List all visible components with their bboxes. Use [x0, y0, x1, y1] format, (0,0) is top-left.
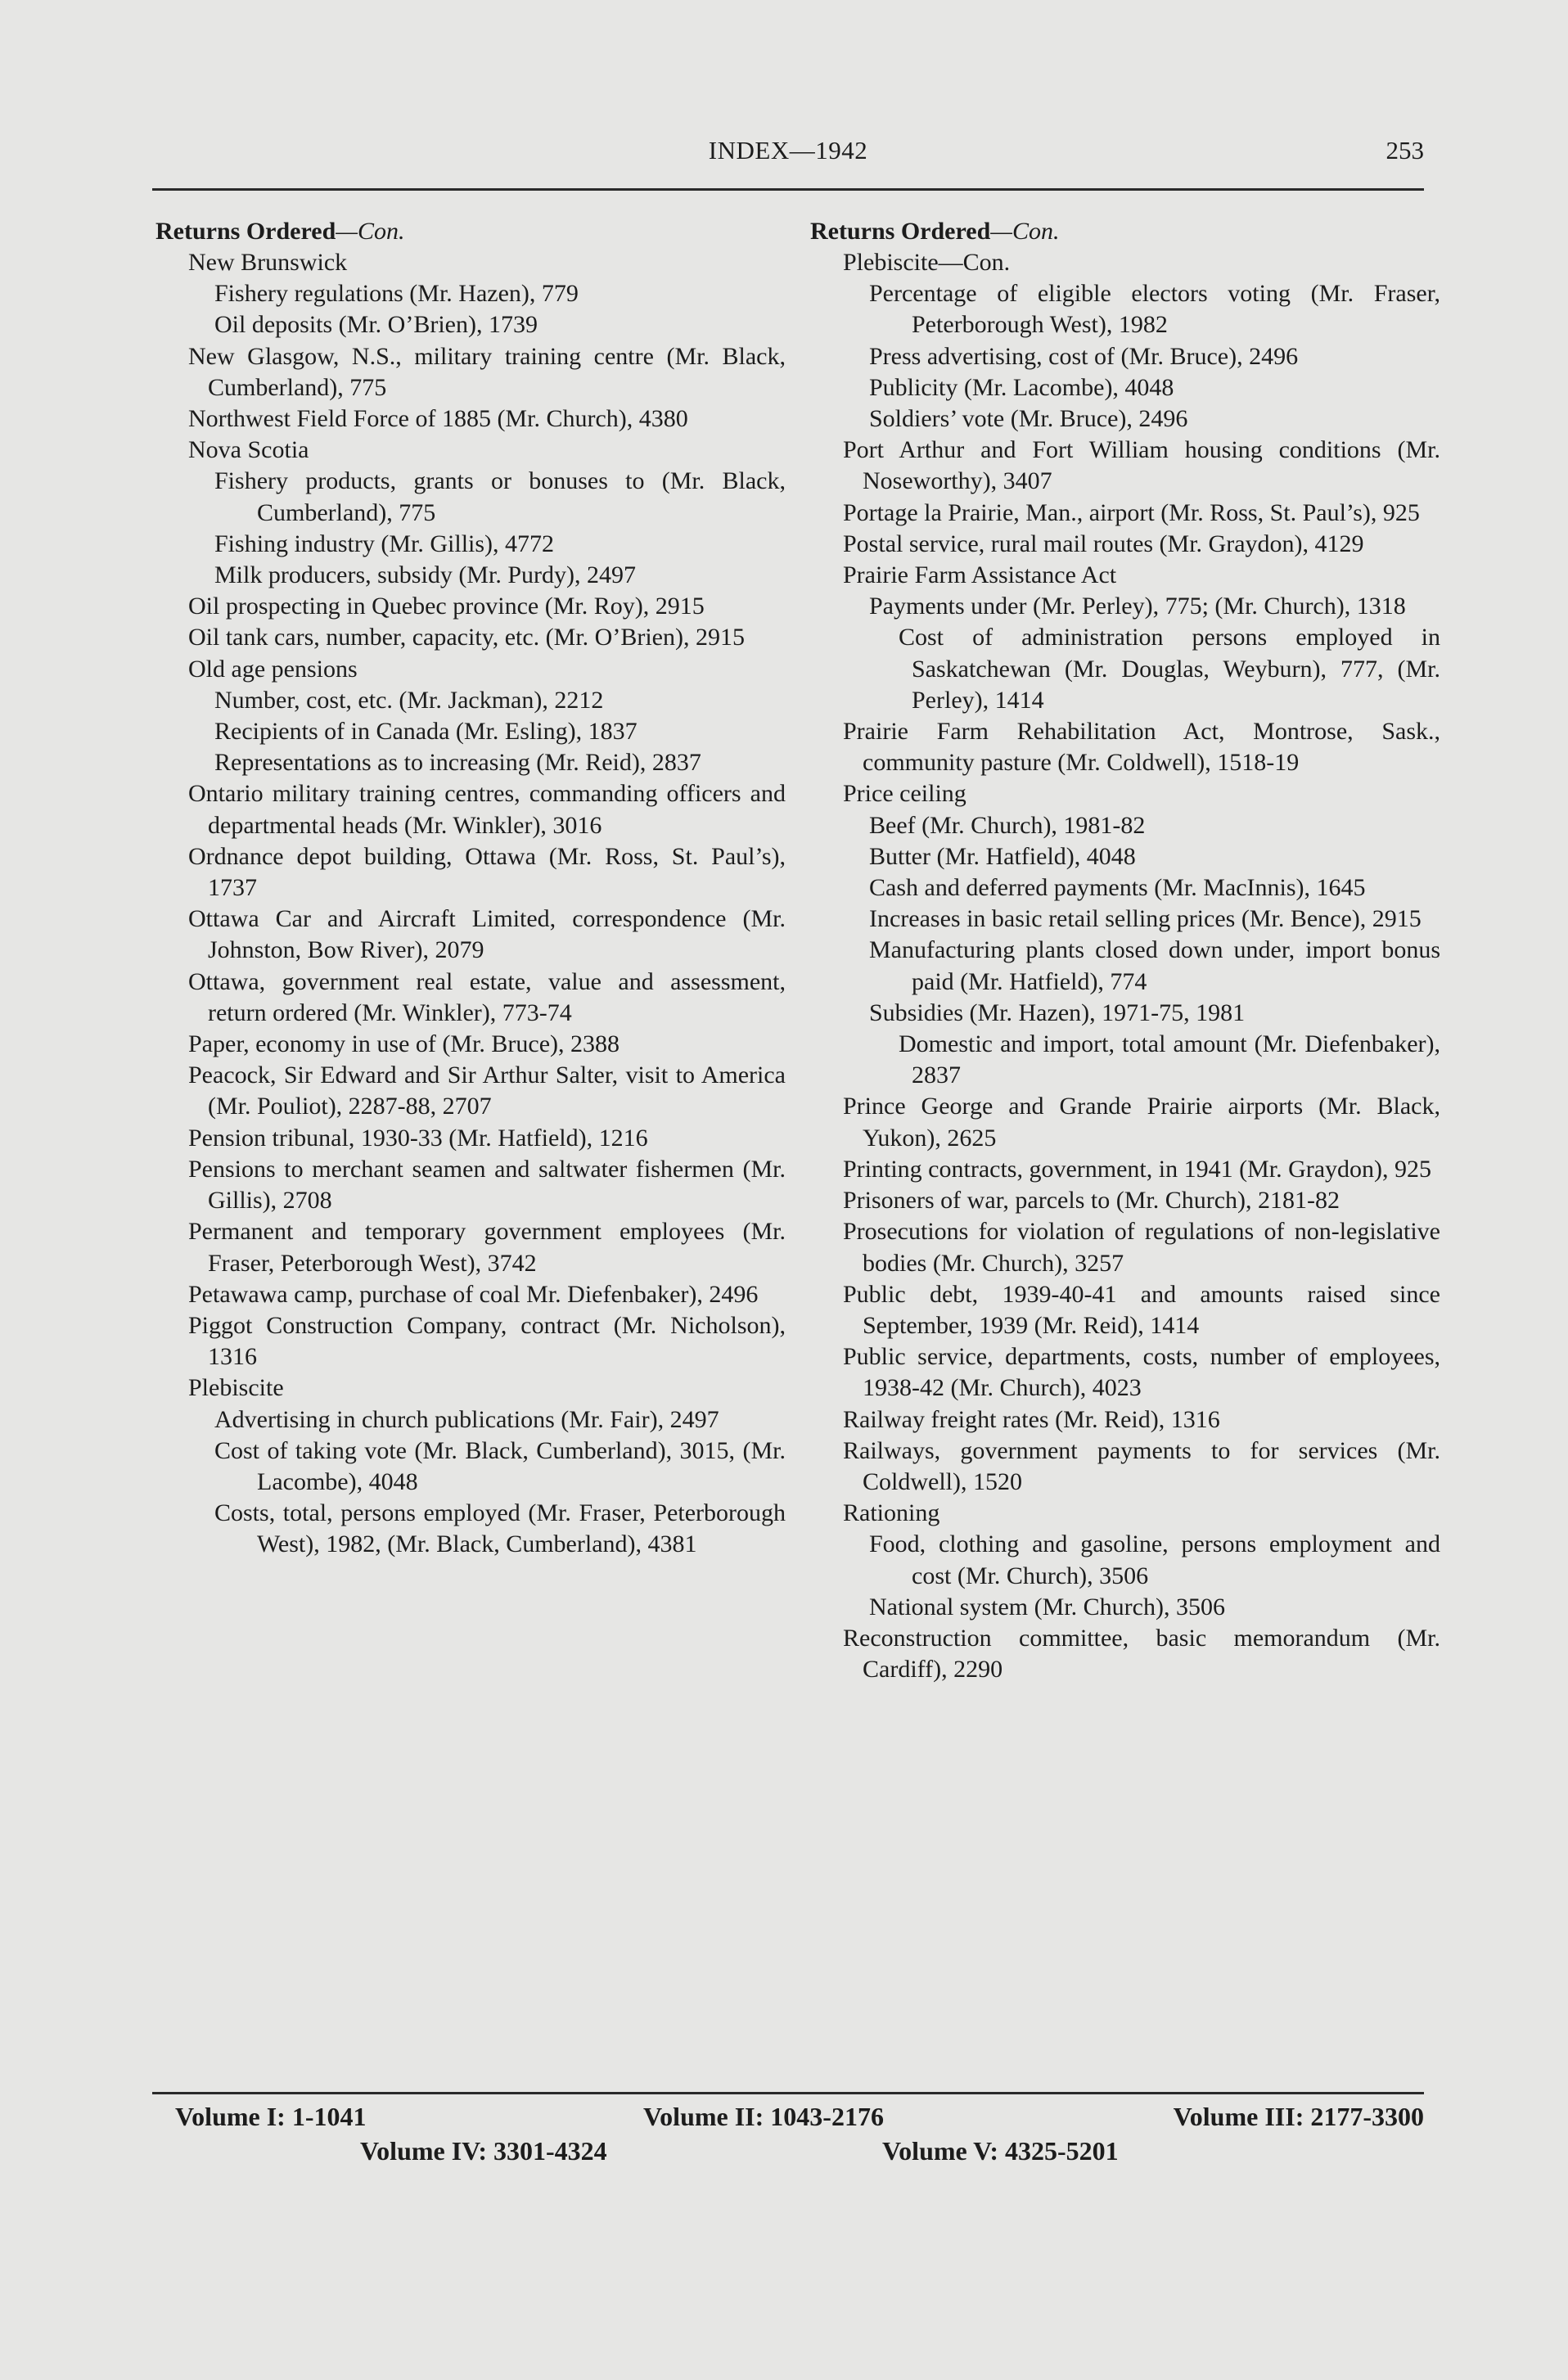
- index-entry: Milk producers, subsidy (Mr. Purdy), 2497: [214, 561, 636, 589]
- index-entry: Payments under (Mr. Perley), 775; (Mr. Church), 1318: [869, 593, 1406, 620]
- column-heading: [810, 216, 1440, 247]
- page-number: 253: [1386, 136, 1424, 165]
- volume-range: Volume V: 4325-5201: [882, 2136, 1119, 2166]
- index-entry: Oil prospecting in Quebec province (Mr. Roy), 2915: [188, 593, 705, 620]
- index-entry: Reconstruction committee, basic memorandum (Mr. Cardiff), 2290: [843, 1624, 1440, 1684]
- volume-range: Volume III: 2177-3300: [1173, 2102, 1424, 2131]
- volume-footer: [152, 2102, 1424, 2170]
- heading-continued: —Con.: [990, 218, 1060, 245]
- index-entry: Recipients of in Canada (Mr. Esling), 1837: [214, 718, 638, 746]
- index-entry: Petawawa camp, purchase of coal Mr. Diefenbaker), 2496: [188, 1280, 759, 1308]
- index-entry: Pension tribunal, 1930-33 (Mr. Hatfield), 1216: [188, 1124, 648, 1152]
- index-entry: Number, cost, etc. (Mr. Jackman), 2212: [214, 686, 604, 714]
- index-entry: Prosecutions for violation of regulations of non-legislative bodies (Mr. Church), 3257: [843, 1218, 1440, 1277]
- index-entry: Postal service, rural mail routes (Mr. Graydon), 4129: [843, 530, 1364, 557]
- index-entry: Beef (Mr. Church), 1981-82: [869, 811, 1146, 839]
- index-entry: Prince George and Grande Prairie airports (Mr. Black, Yukon), 2625: [843, 1093, 1440, 1152]
- index-entry: Piggot Construction Company, contract (Mr. Nicholson), 1316: [188, 1311, 786, 1371]
- page-title: INDEX—1942: [708, 136, 868, 165]
- column-heading: [155, 216, 786, 247]
- index-entry: Pensions to merchant seamen and saltwater fishermen (Mr. Gillis), 2708: [188, 1155, 786, 1215]
- index-entry: Cash and deferred payments (Mr. MacInnis), 1645: [869, 874, 1366, 902]
- footer-rule: [152, 2092, 1424, 2094]
- index-entry: Prairie Farm Rehabilitation Act, Montrose, Sask., community pasture (Mr. Coldwell), 1518-19: [843, 718, 1440, 777]
- index-entry: Publicity (Mr. Lacombe), 4048: [869, 373, 1174, 401]
- index-entry: Soldiers’ vote (Mr. Bruce), 2496: [869, 405, 1188, 433]
- index-entry: Plebiscite—Con.: [843, 249, 1011, 276]
- volume-range: Volume II: 1043-2176: [643, 2102, 884, 2131]
- index-entry: Ontario military training centres, commanding officers and departmental heads (Mr. Winkler), 3016: [188, 780, 786, 839]
- index-entry: Ottawa Car and Aircraft Limited, correspondence (Mr. Johnston, Bow River), 2079: [188, 905, 786, 964]
- heading-continued: —Con.: [336, 218, 405, 245]
- index-entry: Price ceiling: [843, 780, 966, 808]
- index-entry: Subsidies (Mr. Hazen), 1971-75, 1981: [869, 998, 1246, 1026]
- right-column: [810, 216, 1440, 1685]
- index-entry: Oil tank cars, number, capacity, etc. (Mr. O’Brien), 2915: [188, 624, 745, 651]
- index-entry: Northwest Field Force of 1885 (Mr. Church), 4380: [188, 405, 688, 433]
- index-entry: Railways, government payments to for services (Mr. Coldwell), 1520: [843, 1436, 1440, 1495]
- index-entry: Nova Scotia: [188, 436, 309, 464]
- header-rule: [152, 188, 1424, 191]
- index-entry: Permanent and temporary government employees (Mr. Fraser, Peterborough West), 3742: [188, 1218, 786, 1277]
- index-entry: Representations as to increasing (Mr. Reid), 2837: [214, 749, 701, 777]
- index-entry: Railway freight rates (Mr. Reid), 1316: [843, 1405, 1220, 1433]
- index-entry: Ordnance depot building, Ottawa (Mr. Ross, St. Paul’s), 1737: [188, 842, 786, 902]
- index-entry: Food, clothing and gasoline, persons employment and cost (Mr. Church), 3506: [869, 1530, 1440, 1589]
- index-entry: Fishing industry (Mr. Gillis), 4772: [214, 530, 555, 557]
- index-entry: Old age pensions: [188, 655, 358, 683]
- index-entry: Public debt, 1939-40-41 and amounts raised since September, 1939 (Mr. Reid), 1414: [843, 1280, 1440, 1339]
- index-entry: Plebiscite: [188, 1374, 284, 1402]
- index-entry: Peacock, Sir Edward and Sir Arthur Salter, visit to America (Mr. Pouliot), 2287-88, 2707: [188, 1062, 786, 1120]
- index-entry: Port Arthur and Fort William housing conditions (Mr. Noseworthy), 3407: [843, 436, 1440, 495]
- index-entry: Fishery products, grants or bonuses to (Mr. Black, Cumberland), 775: [214, 467, 786, 526]
- index-entry: Advertising in church publications (Mr. Fair), 2497: [214, 1405, 719, 1433]
- index-entry: Increases in basic retail selling prices (Mr. Bence), 2915: [869, 905, 1422, 933]
- index-entry: Prairie Farm Assistance Act: [843, 561, 1117, 589]
- index-entry: Oil deposits (Mr. O’Brien), 1739: [214, 311, 538, 339]
- index-entry: National system (Mr. Church), 3506: [869, 1593, 1225, 1620]
- index-entry: Fishery regulations (Mr. Hazen), 779: [214, 280, 579, 308]
- index-entry: Prisoners of war, parcels to (Mr. Church), 2181-82: [843, 1187, 1340, 1215]
- index-entry: Press advertising, cost of (Mr. Bruce), 2496: [869, 342, 1299, 370]
- heading-bold: Returns Ordered: [155, 218, 336, 245]
- index-entry: Costs, total, persons employed (Mr. Fraser, Peterborough West), 1982, (Mr. Black, Cumberland), 4381: [214, 1499, 786, 1558]
- index-entry: Percentage of eligible electors voting (Mr. Fraser, Peterborough West), 1982: [869, 280, 1440, 339]
- index-entry: Printing contracts, government, in 1941 (Mr. Graydon), 925: [843, 1155, 1432, 1183]
- index-entry: Public service, departments, costs, number of employees, 1938-42 (Mr. Church), 4023: [843, 1343, 1440, 1402]
- index-entry: New Glasgow, N.S., military training centre (Mr. Black, Cumberland), 775: [188, 342, 786, 401]
- index-entry: Domestic and import, total amount (Mr. Diefenbaker), 2837: [899, 1030, 1440, 1089]
- index-entry: New Brunswick: [188, 249, 348, 276]
- index-entry: Paper, economy in use of (Mr. Bruce), 2388: [188, 1030, 620, 1058]
- index-entry: Portage la Prairie, Man., airport (Mr. Ross, St. Paul’s), 925: [843, 498, 1420, 526]
- left-column: [155, 216, 786, 1561]
- heading-bold: Returns Ordered: [810, 218, 991, 245]
- running-head: [152, 131, 1424, 174]
- volume-range: Volume I: 1-1041: [175, 2102, 367, 2131]
- index-entry: Manufacturing plants closed down under, import bonus paid (Mr. Hatfield), 774: [869, 936, 1440, 995]
- index-entry: Ottawa, government real estate, value and assessment, return ordered (Mr. Winkler), 773-74: [188, 967, 786, 1026]
- index-entry: Cost of administration persons employed in Saskatchewan (Mr. Douglas, Weyburn), 777, (Mr. Perley), 1414: [899, 624, 1440, 714]
- volume-range: Volume IV: 3301-4324: [360, 2136, 607, 2166]
- index-entry: Cost of taking vote (Mr. Black, Cumberland), 3015, (Mr. Lacombe), 4048: [214, 1436, 786, 1495]
- index-entry: Butter (Mr. Hatfield), 4048: [869, 842, 1136, 870]
- index-entry: Rationing: [843, 1499, 940, 1527]
